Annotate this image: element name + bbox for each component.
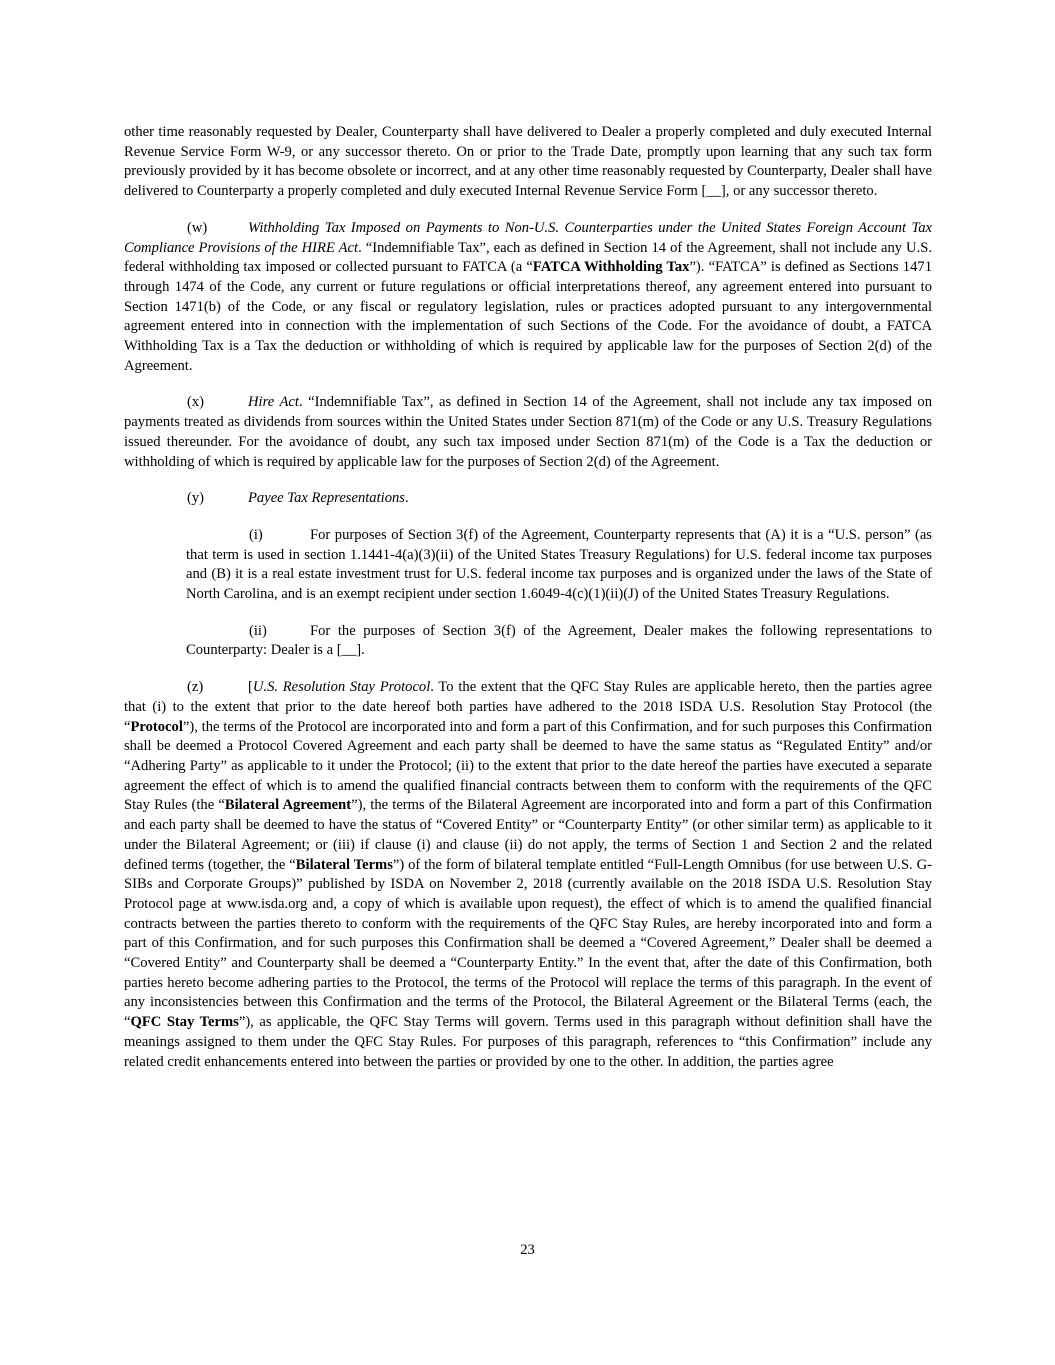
section-y-i-label: (i) [249, 526, 263, 543]
section-z-text-3: ”), the terms of the Bilateral Agreement are incorporated into and form a part of this Confirmation and each party shall be deemed to have the status of “Covered Entity” or “Counterparty Entity” (or other similar term) as applicable to it under the Bilateral Agreement; or (iii) if clause (i) and clause (ii) do not apply, the terms of Section 1 and Section 2 and the related defined terms (together, the “ [124, 797, 932, 873]
section-z-defined-protocol: Protocol [130, 718, 183, 735]
section-x-heading: Hire Act [248, 394, 299, 411]
section-x [124, 393, 932, 472]
section-w-text-2: ”). “FATCA” is defined as Sections 1471 through 1474 of the Code, any current or future regulations or official interpretations thereof, any agreement entered into pursuant to Section 1471(b) of the Code, or any fiscal or regulatory legislation, rules or practices adopted pursuant to any intergovernmental agreement entered into in connection with the implementation of such Sections of the Code. For the avoidance of doubt, a FATCA Withholding Tax is a Tax the deduction or withholding of which is required by applicable law for the purposes of Section 2(d) of the Agreement. [124, 259, 932, 374]
section-y [124, 489, 932, 509]
document-page [124, 123, 932, 1072]
section-y-heading: Payee Tax Representations [248, 490, 405, 507]
section-y-i [186, 526, 932, 605]
section-z [124, 678, 932, 1072]
section-y-ii-text: For the purposes of Section 3(f) of the Agreement, Dealer makes the following representations to Counterparty: Dealer is a [__]. [186, 622, 932, 659]
section-y-label: (y) [187, 490, 205, 507]
section-z-text-1: . To the extent that the QFC Stay Rules are applicable hereto, then the parties agree that (i) to the extent that prior to the date hereof both parties have adhered to the 2018 ISDA U.S. Resolution Stay Protocol (the “ [124, 679, 932, 735]
section-w [124, 219, 932, 377]
section-z-bracket: [ [248, 679, 253, 696]
section-z-text-5: ”), as applicable, the QFC Stay Terms will govern. Terms used in this paragraph without definition shall have the meanings assigned to them under the QFC Stay Rules. For purposes of this paragraph, references to “this Confirmation” include any related credit enhancements entered into between the parties or provided by one to the other. In addition, the parties agree [124, 1014, 932, 1070]
section-z-defined-qfc-stay-terms: QFC Stay Terms [130, 1014, 239, 1031]
section-y-ii [186, 622, 932, 661]
section-w-label: (w) [187, 219, 208, 236]
section-z-defined-bilateral-agreement: Bilateral Agreement [224, 797, 352, 814]
section-w-defined-term: FATCA Withholding Tax [532, 259, 690, 276]
section-z-heading: U.S. Resolution Stay Protocol [252, 679, 431, 696]
section-x-label: (x) [187, 394, 205, 411]
section-z-text-2: ”), the terms of the Protocol are incorporated into and form a part of this Confirmation, and for such purposes this Confirmation shall be deemed a Protocol Covered Agreement and each party shall be deemed to have the same status as “Regulated Entity” and/or “Adhering Party” as applicable to it under the Protocol; (ii) to the extent that prior to the date hereof the parties have executed a separate agreement the effect of which is to amend the qualified financial contracts between them to conform with the requirements of the QFC Stay Rules (the “ [124, 718, 932, 814]
section-y-i-text: For purposes of Section 3(f) of the Agreement, Counterparty represents that (A) it is a “U.S. person” (as that term is used in section 1.1441-4(a)(3)(ii) of the United States Treasury Regulations) for U.S. federal income tax purposes and (B) it is a real estate investment trust for U.S. federal income tax purposes and is organized under the laws of the State of North Carolina, and is an exempt recipient under section 1.6049-4(c)(1)(ii)(J) of the United States Treasury Regulations. [186, 526, 932, 603]
section-z-text-4: ”) of the form of bilateral template entitled “Full-Length Omnibus (for use between U.S. G-SIBs and Corporate Groups)” published by ISDA on November 2, 2018 (currently available on the 2018 ISDA U.S. Resolution Stay Protocol page at www.isda.org and, a copy of which is available upon request), the effect of which is to amend the qualified financial contracts between the parties thereto to conform with the requirements of the QFC Stay Rules, are hereby incorporated into and form a part of this Confirmation, and for such purposes this Confirmation shall be deemed a “Covered Agreement,” Dealer shall be deemed a “Covered Entity” and Counterparty shall be deemed a “Counterparty Entity.” In the event that, after the date of this Confirmation, both parties hereto become adhering parties to the Protocol, the terms of the Protocol will replace the terms of this paragraph. In the event of any inconsistencies between this Confirmation and the terms of the Protocol, the Bilateral Agreement or the Bilateral Terms (each, the “ [124, 856, 932, 1031]
paragraph-continuation: other time reasonably requested by Dealer, Counterparty shall have delivered to Dealer a properly completed and duly executed Internal Revenue Service Form W-9, or any successor thereto. On or prior to the Trade Date, promptly upon learning that any such tax form previously provided by it has become obsolete or incorrect, and at any other time reasonably requested by Counterparty, Dealer shall have delivered to Counterparty a properly completed and duly executed Internal Revenue Service Form [__], or any successor thereto. [124, 124, 932, 200]
section-z-defined-bilateral-terms: Bilateral Terms [295, 856, 393, 873]
section-z-label: (z) [187, 679, 204, 696]
section-y-period: . [404, 490, 409, 507]
page-number: 23 [520, 1242, 535, 1258]
section-w-text: . “Indemnifiable Tax”, each as defined in Section 14 of the Agreement, shall not include any U.S. federal withholding tax imposed or collected pursuant to FATCA (a “ [124, 239, 933, 276]
section-w-heading: Withholding Tax Imposed on Payments to Non-U.S. Counterparties under the United States Foreign Account Tax Compliance Provisions of the HIRE Act [124, 219, 932, 256]
section-y-ii-label: (ii) [249, 622, 267, 639]
section-x-text: . “Indemnifiable Tax”, as defined in Section 14 of the Agreement, shall not include any tax imposed on payments treated as dividends from sources within the United States under Section 871(m) of the Code or any U.S. Treasury Regulations issued thereunder. For the avoidance of doubt, any such tax imposed under Section 871(m) of the Code is a Tax the deduction or withholding of which is required by applicable law for the purposes of Section 2(d) of the Agreement. [124, 394, 932, 470]
